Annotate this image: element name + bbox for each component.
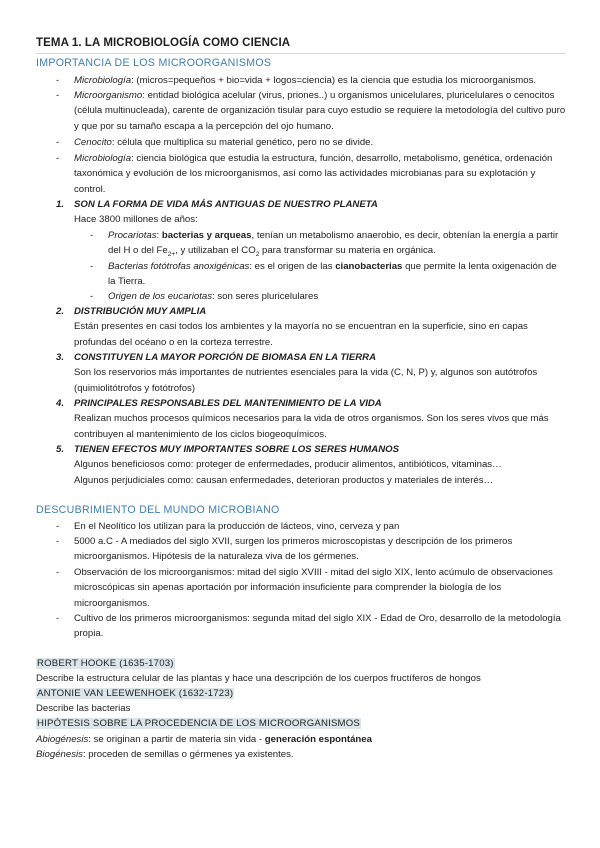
sub-item-procariotas: - Procariotas: bacterias y arqueas, tenían un metabolismo anaerobio, es decir, obtenían la energía a partir del H o del $Fe_{2+}$, y utilizaban el $CO_2$ para transformar su materia en orgánica. xyxy=(90,229,559,259)
page-title: TEMA 1. LA MICROBIOLOGÍA COMO CIENCIA xyxy=(36,36,566,54)
abiogenesis-line: Abiogénesis: se originan a partir de materia sin vida - generación espontánea xyxy=(36,734,372,745)
point-heading: DISTRIBUCIÓN MUY AMPLIA xyxy=(74,306,207,317)
definition-item: - Cenocito: célula que multiplica su material genético, pero no se divide. xyxy=(56,137,374,148)
definition-term: Microorganismo xyxy=(74,90,143,101)
numbered-point: 2. DISTRIBUCIÓN MUY AMPLIA Están presentes en casi todos los ambientes y la mayoría no se encuentran en la superficie, sino en capas profundas del océano o en la corteza terrestre. xyxy=(56,304,566,350)
point-heading: SON LA FORMA DE VIDA MÁS ANTIGUAS DE NUESTRO PLANETA xyxy=(74,199,378,210)
highlight-hipotesis: HIPÓTESIS SOBRE LA PROCEDENCIA DE LOS MICROORGANISMOS xyxy=(37,718,360,729)
definition-term: Cenocito xyxy=(74,137,112,148)
hooke-description: Describe la estructura celular de las plantas y hace una descripción de los cuerpos fructíferos de hongos xyxy=(36,673,481,684)
numbered-point: 5. TIENEN EFECTOS MUY IMPORTANTES SOBRE LOS SERES HUMANOS Algunos beneficiosos como: proteger de enfermedades, producir alimentos, antibióticos, vitaminas… Algunos perjudiciales como: causan enfermedades, deterioran productos y materiales de interés… xyxy=(56,442,566,488)
biogenesis-line: Biogénesis: proceden de semillas o gérmenes ya existentes. xyxy=(36,749,294,760)
numbered-point: 3. CONSTITUYEN LA MAYOR PORCIÓN DE BIOMASA EN LA TIERRA Son los reservorios más importantes de nutrientes esenciales para la vida (C, N, P) y, algunos son autótrofos (quimiolitótrofos y fotótrofos) xyxy=(56,350,566,396)
point-heading: PRINCIPALES RESPONSABLES DEL MANTENIMIENTO DE LA VIDA xyxy=(74,398,382,409)
definition-item: - Microorganismo: entidad biológica acelular (virus, priones..) u organismos unicelulares, pluricelulares o cenocitos (célula multinucleada), carente de organización tisular para cuyo estudio se requiere la metodología del cultivo puro y que por su tamaño escapa a la percepción del ojo humano. xyxy=(56,90,566,132)
sub-list xyxy=(74,228,566,305)
definition-item: - Microbiología: ciencia biológica que estudia la estructura, función, desarrollo, metabolismo, genética, ordenación taxonómica y evolución de los microorganismos, así como las actividades microbianas para su explotación y control. xyxy=(56,153,553,195)
highlight-leeuwenhoek: ANTONIE VAN LEEWENHOEK (1632-1723) xyxy=(37,688,234,699)
section-title-descubrimiento: DESCUBRIMIENTO DEL MUNDO MICROBIANO xyxy=(36,504,280,516)
section-title-importancia: IMPORTANCIA DE LOS MICROORGANISMOS xyxy=(36,57,272,69)
leeuwenhoek-description: Describe las bacterias xyxy=(36,703,131,714)
point-heading: TIENEN EFECTOS MUY IMPORTANTES SOBRE LOS SERES HUMANOS xyxy=(74,444,399,455)
numbered-point: 4. PRINCIPALES RESPONSABLES DEL MANTENIMIENTO DE LA VIDA Realizan muchos procesos químicos necesarios para la vida de otros organismos. Son los seres vivos que más contribuyen al mantenimiento de los ciclos biogeoquímicos. xyxy=(56,396,566,442)
definition-item: - Microbiología: (micros=pequeños + bio=vida + logos=ciencia) es la ciencia que estudia los microorganismos. xyxy=(56,75,537,86)
point-heading: CONSTITUYEN LA MAYOR PORCIÓN DE BIOMASA EN LA TIERRA xyxy=(74,352,377,363)
list-item: - Cultivo de los primeros microorganismos: segunda mitad del siglo XIX - Edad de Oro, desarrollo de la metodología propia. xyxy=(56,613,561,640)
highlight-hooke: ROBERT HOOKE (1635-1703) xyxy=(37,658,174,669)
list-item: - Observación de los microorganismos: mitad del siglo XVIII - mitad del siglo XIX, lento acúmulo de observaciones microscópicas sin apenas aportación por información insuficiente para comprender la biología de los microorganismos. xyxy=(56,567,553,609)
list-item: - 5000 a.C - A mediados del siglo XVII, surgen los primeros microscopistas y descripción de los primeros microorganismos. Hipótesis de la naturaleza viva de los gérmenes. xyxy=(56,536,513,563)
sub-item-bacterias: - Bacterias fotótrofas anoxigénicas: es el origen de las cianobacterias que permite la lenta oxigenación de la Tierra. xyxy=(90,260,557,288)
definition-term: Microbiología xyxy=(74,153,132,164)
definition-term: Microbiología xyxy=(74,75,132,86)
numbered-point: 1. SON LA FORMA DE VIDA MÁS ANTIGUAS DE NUESTRO PLANETA Hace 3800 millones de años: - Procariotas: bacterias y arqueas, tenían un metabolismo anaerobio, es decir, obtenían la energía a partir del H o del $Fe_{2+}$, y utilizaban el $CO_2$ para transformar su materia en orgánica. - Bacterias fotótrofas anoxigénicas: es el origen de las cianobacterias que permite la lenta oxigenación de la Tierra. - Origen de los eucariotas: son seres pluricelulares xyxy=(56,197,566,305)
list-item: - En el Neolítico los utilizan para la producción de lácteos, vino, cerveza y pan xyxy=(56,521,400,532)
sub-item-eucariotas: - Origen de los eucariotas: son seres pluricelulares xyxy=(90,291,319,303)
